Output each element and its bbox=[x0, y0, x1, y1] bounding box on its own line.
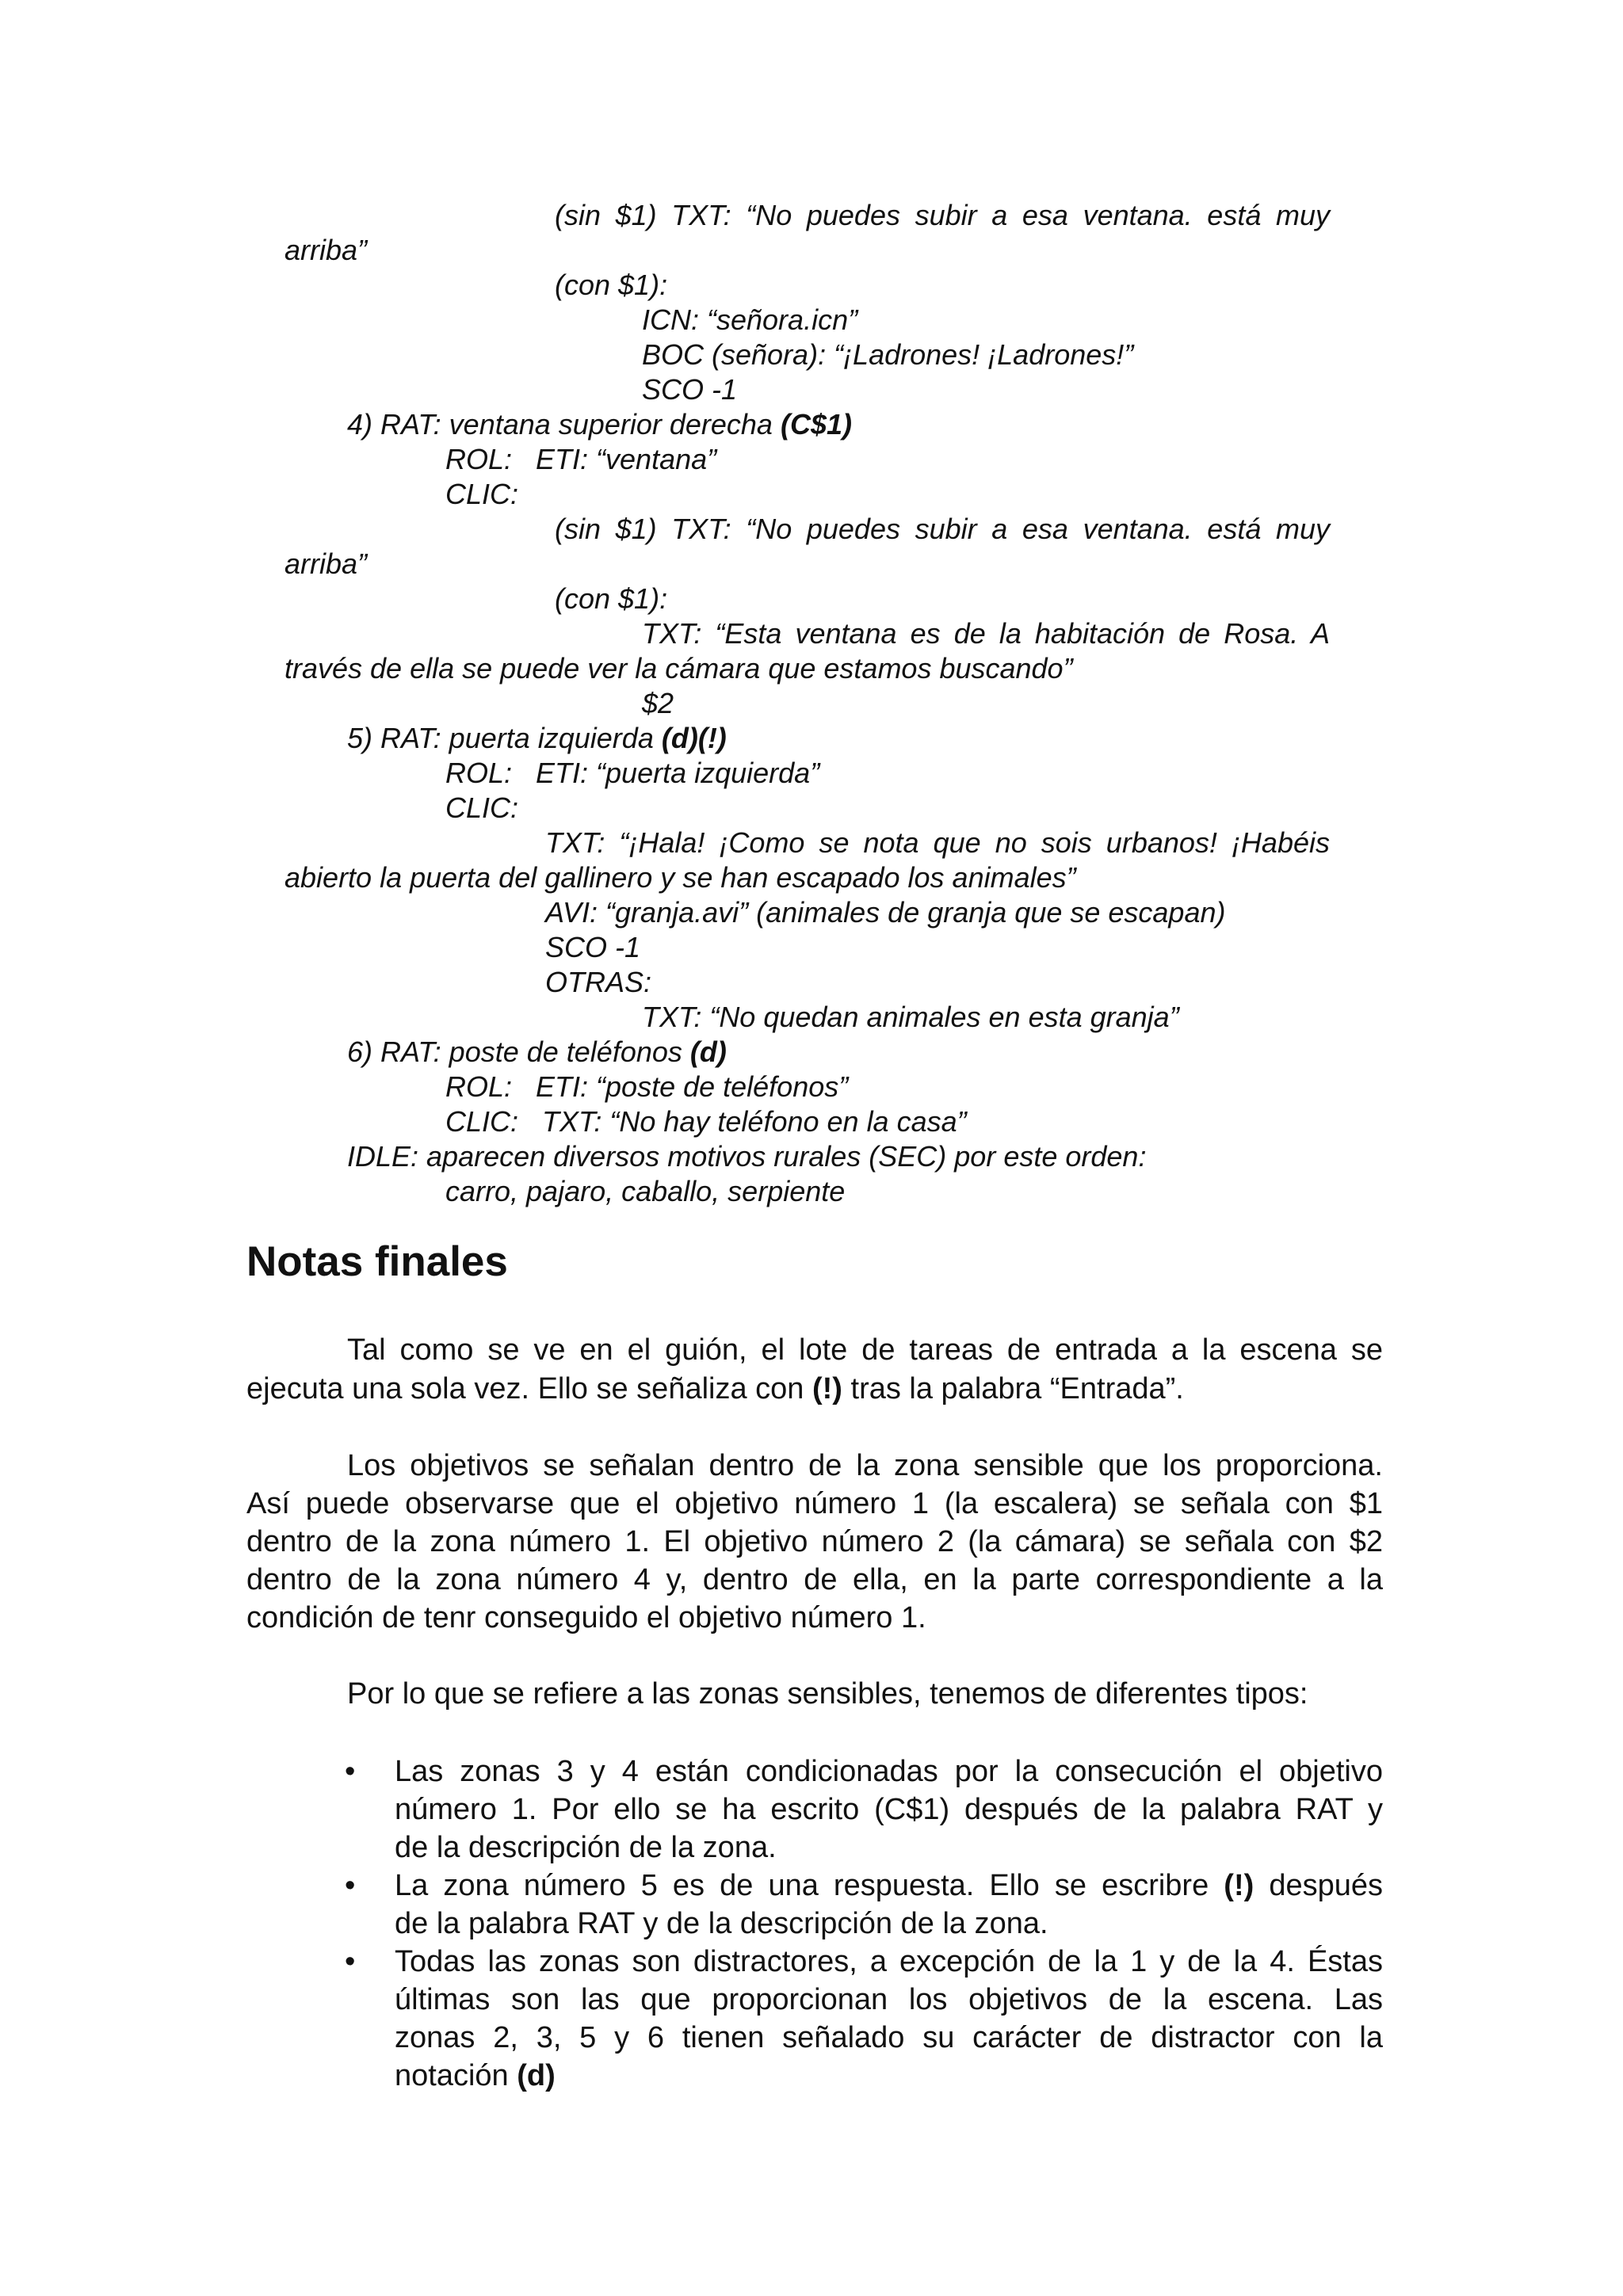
zone-label: 5) RAT: puerta izquierda bbox=[347, 722, 654, 754]
list-item-line bbox=[395, 2057, 556, 2095]
bold-run: (!) bbox=[1224, 1869, 1254, 1902]
script-line: BOC (señora): “¡Ladrones! ¡Ladrones!” bbox=[642, 338, 1134, 371]
bold-run: (!) bbox=[812, 1372, 842, 1405]
list-item-line bbox=[395, 1867, 1383, 1905]
script-line bbox=[347, 407, 852, 442]
list-item-line: de la descripción de la zona. bbox=[395, 1831, 777, 1864]
script-line: $2 bbox=[642, 687, 674, 719]
list-item-line: número 1. Por ello se ha escrito (C$1) después de la palabra RAT y bbox=[395, 1793, 1383, 1826]
bullet-icon: • bbox=[345, 1945, 356, 1978]
script-line bbox=[347, 1035, 727, 1070]
script-line: TXT: “No quedan animales en esta granja” bbox=[642, 1001, 1179, 1033]
script-line: abierto la puerta del gallinero y se han escapado los animales” bbox=[285, 861, 1076, 894]
script-line: (sin $1) TXT: “No puedes subir a esa ventana. está muy bbox=[555, 199, 1330, 231]
paragraph-line: Así puede observarse que el objetivo número 1 (la escalera) se señala con $1 bbox=[246, 1487, 1383, 1520]
paragraph-line: dentro de la zona número 4 y, dentro de ella, en la parte correspondiente a la bbox=[246, 1563, 1383, 1596]
script-line: través de ella se puede ver la cámara que estamos buscando” bbox=[285, 652, 1073, 685]
paragraph-line: Por lo que se refiere a las zonas sensibles, tenemos de diferentes tipos: bbox=[347, 1677, 1308, 1711]
list-item-line: de la palabra RAT y de la descripción de la zona. bbox=[395, 1907, 1048, 1940]
list-item-line: últimas son las que proporcionan los objetivos de la escena. Las bbox=[395, 1983, 1383, 2016]
text-run: después bbox=[1254, 1869, 1384, 1902]
script-line: ICN: “señora.icn” bbox=[642, 303, 858, 336]
paragraph-line: condición de tenr conseguido el objetivo número 1. bbox=[246, 1601, 926, 1634]
script-line bbox=[347, 721, 727, 756]
paragraph-line: dentro de la zona número 1. El objetivo número 2 (la cámara) se señala con $2 bbox=[246, 1525, 1383, 1558]
script-line: CLIC: bbox=[445, 478, 519, 510]
text-run: notación bbox=[395, 2059, 517, 2092]
script-line: CLIC: TXT: “No hay teléfono en la casa” bbox=[445, 1105, 967, 1138]
script-line: ROL: ETI: “ventana” bbox=[445, 443, 717, 475]
zone-label: 6) RAT: poste de teléfonos bbox=[347, 1035, 682, 1068]
script-line: (con $1): bbox=[555, 269, 668, 301]
script-line: (con $1): bbox=[555, 582, 668, 615]
bullet-icon: • bbox=[345, 1755, 356, 1788]
text-run: ejecuta una sola vez. Ello se señaliza con bbox=[246, 1372, 812, 1405]
script-line: OTRAS: bbox=[545, 966, 652, 998]
script-line: IDLE: aparecen diversos motivos rurales (SEC) por este orden: bbox=[347, 1140, 1147, 1173]
script-line: carro, pajaro, caballo, serpiente bbox=[445, 1175, 846, 1207]
script-line: ROL: ETI: “puerta izquierda” bbox=[445, 757, 820, 789]
script-line: arriba” bbox=[285, 547, 368, 580]
script-line: TXT: “¡Hala! ¡Como se nota que no sois urbanos! ¡Habéis bbox=[545, 826, 1330, 859]
paragraph-line: Los objetivos se señalan dentro de la zona sensible que los proporciona. bbox=[347, 1449, 1383, 1482]
script-line: ROL: ETI: “poste de teléfonos” bbox=[445, 1070, 849, 1103]
list-item-line: zonas 2, 3, 5 y 6 tienen señalado su carácter de distractor con la bbox=[395, 2021, 1383, 2054]
bold-run: (d) bbox=[517, 2059, 556, 2092]
list-item-line: Todas las zonas son distractores, a excepción de la 1 y de la 4. Éstas bbox=[395, 1945, 1383, 1978]
bullet-icon: • bbox=[345, 1869, 356, 1902]
condition-marker: (C$1) bbox=[780, 408, 852, 441]
text-run: tras la palabra “Entrada”. bbox=[842, 1372, 1184, 1405]
script-line: AVI: “granja.avi” (animales de granja que se escapan) bbox=[545, 896, 1226, 929]
section-heading: Notas finales bbox=[246, 1238, 508, 1285]
script-line: SCO -1 bbox=[642, 373, 738, 406]
text-run: La zona número 5 es de una respuesta. Ello se escribre bbox=[395, 1869, 1224, 1902]
paragraph-line bbox=[246, 1370, 1184, 1408]
paragraph-line: Tal como se ve en el guión, el lote de tareas de entrada a la escena se bbox=[347, 1333, 1383, 1367]
script-line: SCO -1 bbox=[545, 931, 641, 963]
script-line: CLIC: bbox=[445, 791, 519, 824]
distractor-marker: (d) bbox=[689, 1035, 727, 1068]
script-line: (sin $1) TXT: “No puedes subir a esa ventana. está muy bbox=[555, 513, 1330, 545]
zone-label: 4) RAT: ventana superior derecha bbox=[347, 408, 773, 441]
script-line: arriba” bbox=[285, 234, 368, 266]
distractor-marker: (d)(!) bbox=[661, 722, 727, 754]
script-line: TXT: “Esta ventana es de la habitación de Rosa. A bbox=[642, 617, 1330, 650]
list-item-line: Las zonas 3 y 4 están condicionadas por la consecución el objetivo bbox=[395, 1755, 1383, 1788]
